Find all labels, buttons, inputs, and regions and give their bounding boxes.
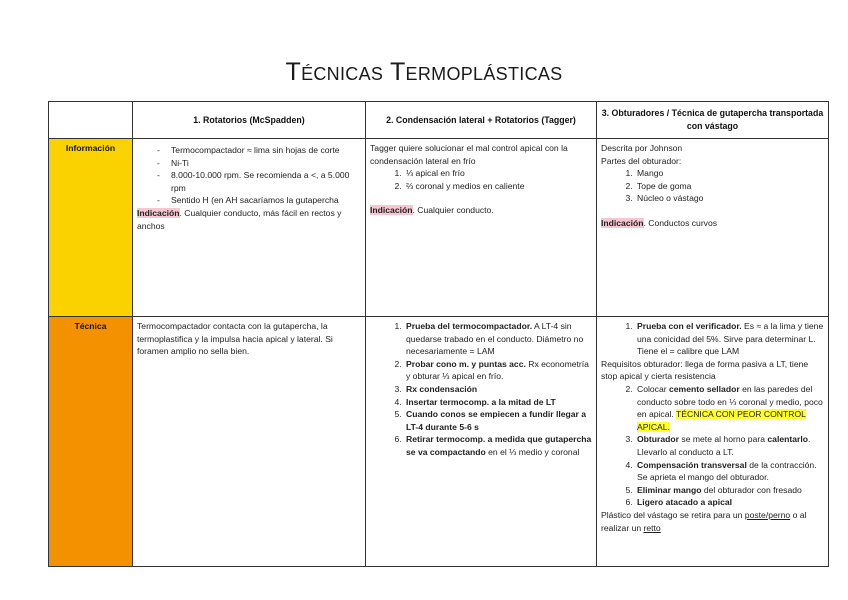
step-title: Rx condensación <box>406 383 478 394</box>
step-title: Eliminar mango <box>637 484 702 495</box>
tagger-list <box>370 167 592 192</box>
note-text: o al realizar un <box>601 509 807 533</box>
cell-tecnica-obturadores <box>597 317 829 567</box>
list-item <box>404 320 592 358</box>
step-text: Es ≈ a la lima y tiene una conicidad del 5%. Sirve para determinar L. Tiene el = calibre que LAM <box>637 321 824 357</box>
indicacion-text: . Conductos curvos <box>643 217 718 228</box>
obturador-final-note <box>601 509 824 534</box>
list-item <box>635 383 824 433</box>
step-title: cemento sellador <box>669 383 740 394</box>
step-text: de la contracción. Se aprieta el mango del obturador. <box>637 459 817 483</box>
list-item: 3. Núcleo o vástago <box>635 192 824 205</box>
step-text: del obturador con fresado <box>701 484 802 495</box>
step-text: A LT-4 sin quedarse trabado en el conducto. Diámetro no necesariamente = LAM <box>406 321 584 357</box>
step-title: Ligero atacado a apical <box>637 497 733 508</box>
indicacion-label: Indicación <box>137 207 180 218</box>
cell-info-obturadores <box>597 139 829 317</box>
indicacion-label: Indicación <box>370 205 413 216</box>
tagger-steps-list <box>370 320 592 459</box>
step-title: Cuando conos se empiecen a fundir llegar a LT-4 durante 5-6 s <box>406 409 587 432</box>
step-text: Rx econometría y obturar ⅓ apical en frío. <box>406 358 589 382</box>
list-item: 2. ⅔ coronal y medios en caliente <box>404 180 592 193</box>
list-item <box>635 484 824 497</box>
step-title: Probar cono m. y puntas acc. <box>406 358 526 369</box>
list-item: 1. ⅓ apical en frío <box>404 167 592 180</box>
list-item <box>404 408 592 433</box>
step-title: Prueba con el verificador. <box>637 321 742 331</box>
indicacion-obturadores <box>601 217 824 230</box>
step-text: se mete al horno para <box>679 434 768 445</box>
indicacion-rotatorios <box>137 207 361 232</box>
info-rotatorios-list <box>137 144 361 207</box>
note-text: Plástico del vástago se retira para un <box>601 509 745 520</box>
header-row <box>49 102 829 139</box>
indicacion-text: . Cualquier conducto. <box>412 205 494 216</box>
list-item <box>635 320 824 358</box>
obturadores-line2: Partes del obturador: <box>601 155 682 166</box>
cell-tecnica-tagger <box>366 317 597 567</box>
step-title: Compensación transversal <box>637 459 747 470</box>
list-item <box>404 433 592 458</box>
corner-cell <box>49 102 133 139</box>
cell-info-tagger <box>366 139 597 317</box>
techniques-table <box>48 101 829 567</box>
indicacion-tagger <box>370 204 592 217</box>
list-item: - Sentido H (en AH sacaríamos la gutapercha <box>171 194 361 207</box>
tagger-intro: Tagger quiere solucionar el mal control apical con la condensación lateral en frío <box>370 143 568 166</box>
step-text: en el ⅓ medio y coronal <box>485 446 580 457</box>
step-title: Retirar termocomp. a medida que gutapercha se va compactando <box>406 434 592 457</box>
row-label-informacion: Información <box>49 139 133 317</box>
obturador-steps-list-b <box>601 383 824 509</box>
list-item <box>404 396 592 409</box>
header-tagger: 2. Condensación lateral + Rotatorios (Tagger) <box>366 102 597 139</box>
step-text: en las paredes del conducto sobre todo en ⅓ coronal y medio, poco en apical. <box>637 383 823 420</box>
row-tecnica <box>49 317 829 567</box>
header-rotatorios: 1. Rotatorios (McSpadden) <box>133 102 366 139</box>
indicacion-text: . Cualquier conducto, más fácil en rectos y anchos <box>137 207 342 231</box>
step-title: Obturador <box>637 434 680 445</box>
list-item: 1. Mango <box>635 167 824 180</box>
note-underlined: retto <box>643 522 661 533</box>
list-item <box>404 383 592 396</box>
list-item: 2. Tope de goma <box>635 180 824 193</box>
obturador-requisitos: Requisitos obturador: llega de forma pasiva a LT, tiene stop apical y cierta resistencia <box>601 358 809 382</box>
step-title: Insertar termocomp. a la mitad de LT <box>406 396 556 407</box>
list-item <box>635 496 824 509</box>
list-item <box>635 433 824 458</box>
header-obturadores: 3. Obturadores / Técnica de gutapercha transportada con vástago <box>597 102 829 139</box>
list-item <box>404 358 592 383</box>
step-title: calentarlo <box>767 434 809 445</box>
indicacion-label: Indicación <box>601 217 644 228</box>
obturador-parts-list <box>601 167 824 205</box>
row-label-tecnica: Técnica <box>49 317 133 567</box>
list-item: - Ni-Ti <box>171 157 361 170</box>
cell-tecnica-rotatorios: Termocompactador contacta con la gutapercha, la termoplastifica y la impulsa hacia apical y lateral. Si foramen amplio no sella bien. <box>133 317 366 567</box>
step-text: . Llevarlo al conducto a LT. <box>637 434 811 457</box>
obturador-steps-list-a <box>601 320 824 358</box>
cell-info-rotatorios <box>133 139 366 317</box>
list-item: - Termocompactador ≈ lima sin hojas de corte <box>171 144 361 157</box>
list-item <box>635 459 824 484</box>
obturadores-line1: Descrita por Johnson <box>601 143 683 153</box>
step-text: Colocar <box>637 383 669 394</box>
list-item: - 8.000-10.000 rpm. Se recomienda a <, a 5.000 rpm <box>171 169 361 194</box>
row-informacion <box>49 139 829 317</box>
page-title: Técnicas Termoplásticas <box>285 58 563 86</box>
warning-highlight: TÉCNICA CON PEOR CONTROL APICAL. <box>637 409 806 432</box>
step-title: Prueba del termocompactador. <box>406 321 533 331</box>
note-underlined: poste/perno <box>744 509 791 520</box>
